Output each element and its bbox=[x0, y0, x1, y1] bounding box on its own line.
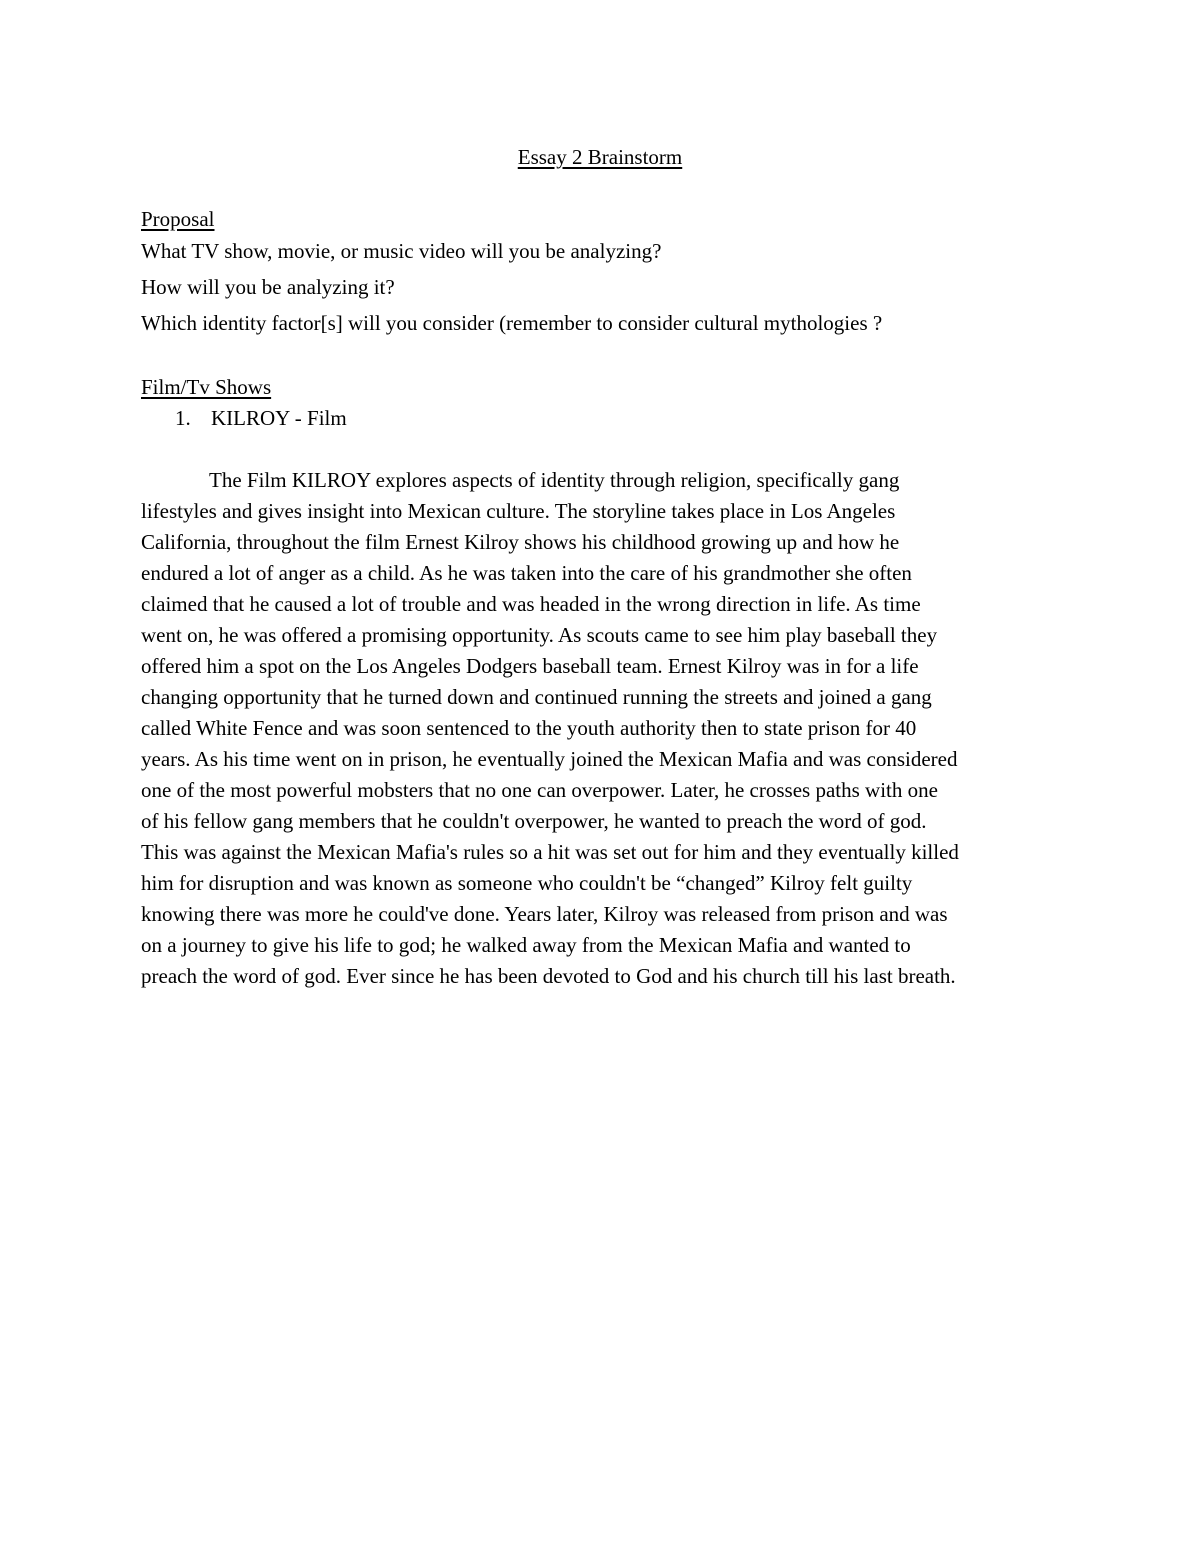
paragraph-line: knowing there was more he could've done. Years later, Kilroy was released from prison and was bbox=[141, 902, 948, 926]
paragraph-line: California, throughout the film Ernest Kilroy shows his childhood growing up and how he bbox=[141, 530, 900, 554]
proposal-heading: Proposal bbox=[141, 207, 215, 231]
proposal-question-2: How will you be analyzing it? bbox=[141, 275, 395, 299]
paragraph-line: him for disruption and was known as someone who couldn't be “changed” Kilroy felt guilty bbox=[141, 871, 913, 895]
paragraph-line: years. As his time went on in prison, he eventually joined the Mexican Mafia and was considered bbox=[141, 747, 958, 771]
paragraph-line: This was against the Mexican Mafia's rules so a hit was set out for him and they eventually killed bbox=[141, 840, 959, 864]
paragraph-line: one of the most powerful mobsters that no one can overpower. Later, he crosses paths with one bbox=[141, 778, 938, 802]
paragraph-line: changing opportunity that he turned down and continued running the streets and joined a gang bbox=[141, 685, 932, 709]
list-item-number: 1. bbox=[175, 406, 191, 430]
paragraph-line: offered him a spot on the Los Angeles Dodgers baseball team. Ernest Kilroy was in for a life bbox=[141, 654, 919, 678]
body-paragraph bbox=[141, 465, 1059, 992]
list-item bbox=[175, 404, 347, 432]
paragraph-line: called White Fence and was soon sentenced to the youth authority then to state prison for 40 bbox=[141, 716, 917, 740]
paragraph-line: of his fellow gang members that he couldn't overpower, he wanted to preach the word of god. bbox=[141, 809, 927, 833]
paragraph-line: preach the word of god. Ever since he has been devoted to God and his church till his last breath. bbox=[141, 964, 956, 988]
paragraph-line: endured a lot of anger as a child. As he was taken into the care of his grandmother she often bbox=[141, 561, 912, 585]
document-title: Essay 2 Brainstorm bbox=[517, 145, 683, 169]
proposal-question-3: Which identity factor[s] will you consider (remember to consider cultural mythologies ? bbox=[141, 311, 883, 335]
paragraph-line: claimed that he caused a lot of trouble and was headed in the wrong direction in life. As time bbox=[141, 592, 921, 616]
paragraph-line: on a journey to give his life to god; he walked away from the Mexican Mafia and wanted to bbox=[141, 933, 911, 957]
proposal-question-1: What TV show, movie, or music video will you be analyzing? bbox=[141, 239, 662, 263]
paragraph-line: The Film KILROY explores aspects of identity through religion, specifically gang bbox=[209, 468, 900, 492]
film-section-heading: Film/Tv Shows bbox=[141, 375, 272, 399]
paragraph-line: lifestyles and gives insight into Mexican culture. The storyline takes place in Los Angeles bbox=[141, 499, 896, 523]
paragraph-line: went on, he was offered a promising opportunity. As scouts came to see him play baseball they bbox=[141, 623, 938, 647]
list-item-label: KILROY - Film bbox=[211, 406, 347, 430]
